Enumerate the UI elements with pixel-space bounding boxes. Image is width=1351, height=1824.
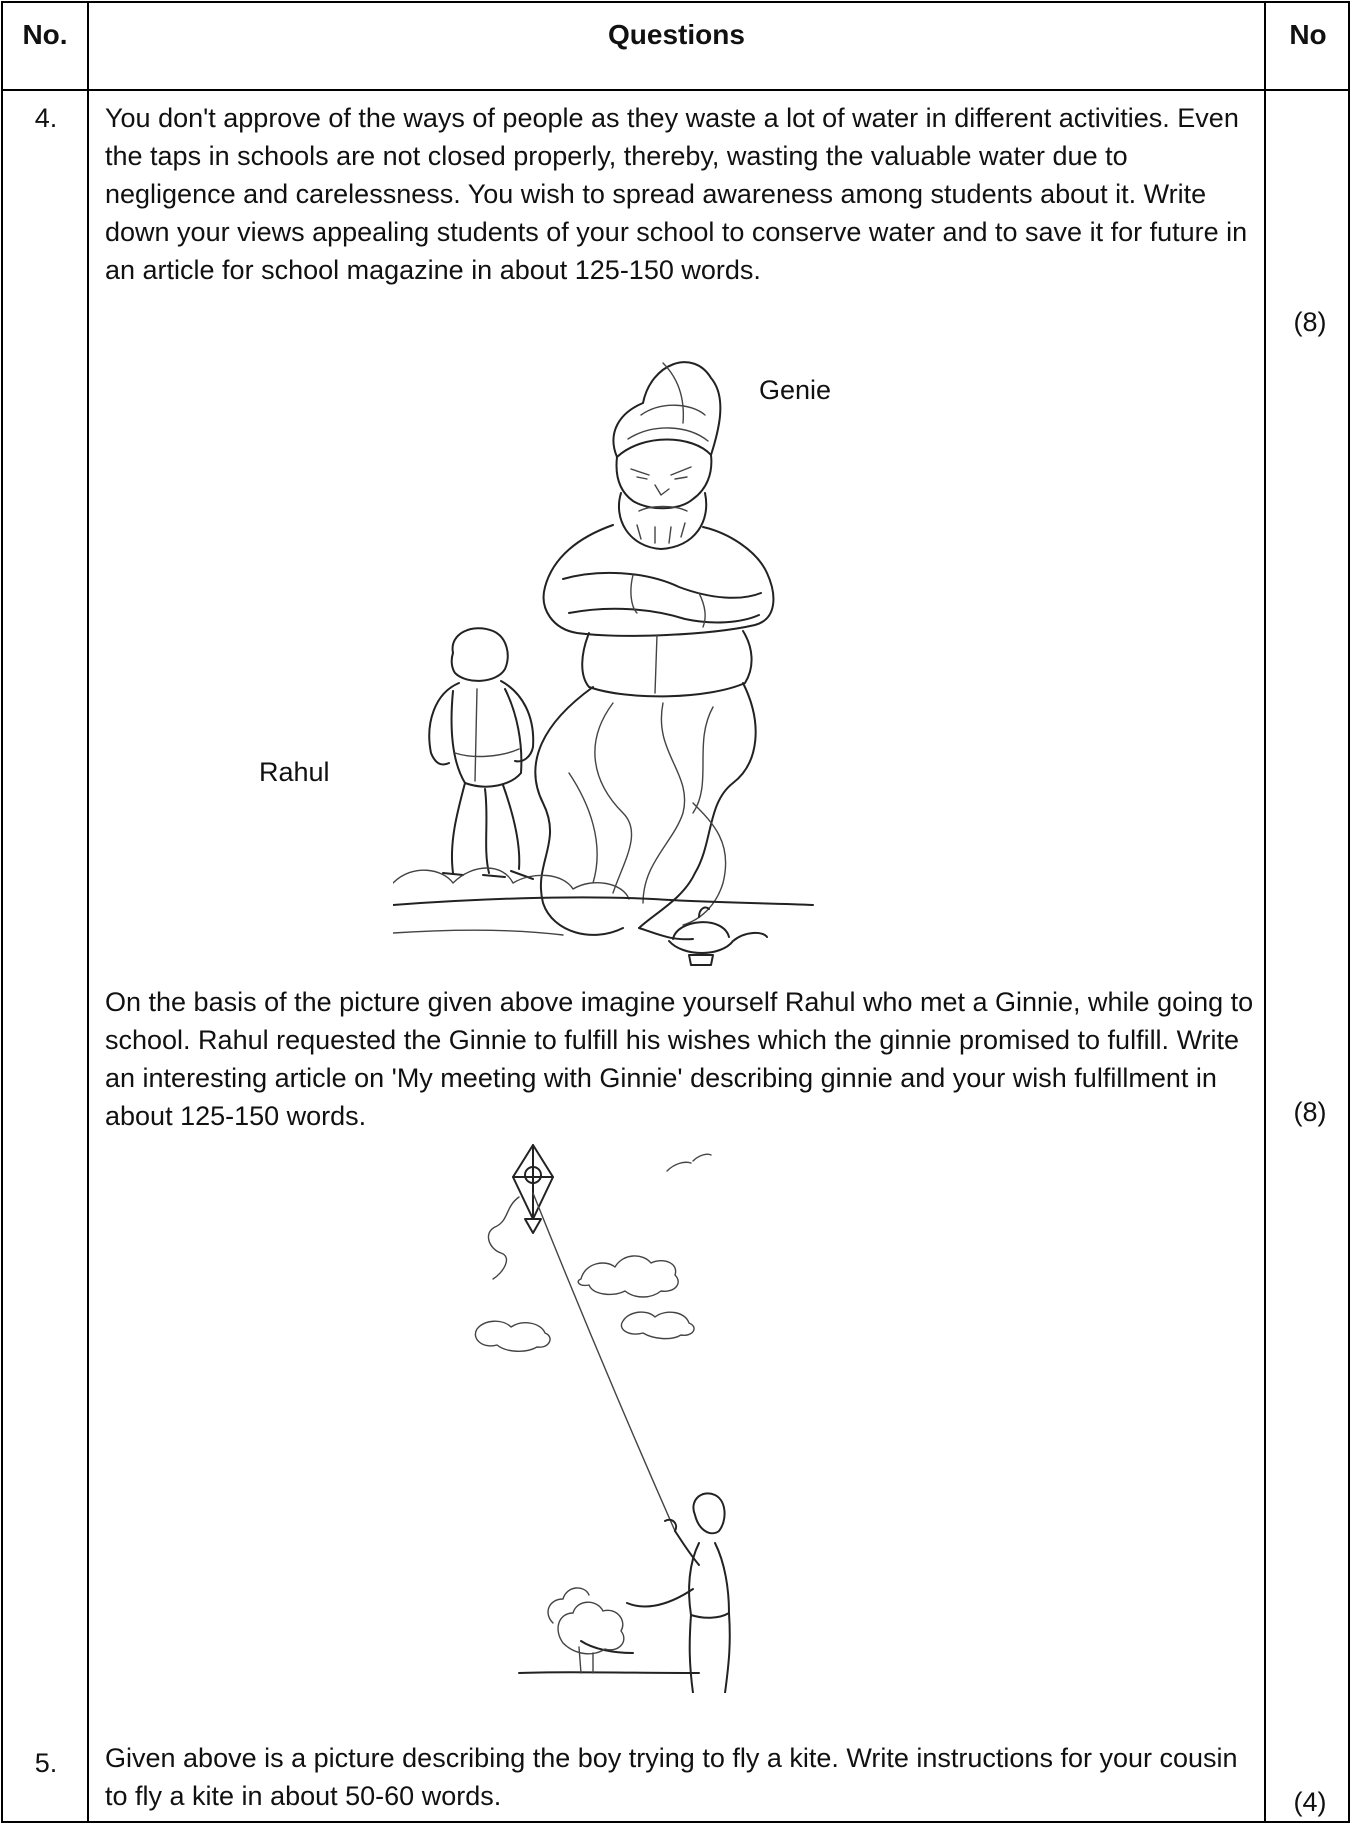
header-marks: No <box>1289 19 1327 50</box>
header-divider <box>3 89 1348 91</box>
question-5-text: Given above is a picture describing the boy trying to fly a kite. Write instructions for your cousin to fly a kite in about 50-60 words. <box>105 1743 1238 1811</box>
rahul-label: Rahul <box>259 757 330 787</box>
genie-illustration <box>393 343 873 973</box>
question-4-marks-b: (8) <box>1293 1097 1327 1127</box>
question-table <box>1 1 1350 1823</box>
column-divider-left <box>87 3 89 1821</box>
header-number: No. <box>22 19 68 50</box>
question-number-4: 4. <box>34 103 58 133</box>
question-4-text-b: On the basis of the picture given above imagine yourself Rahul who met a Ginnie, while going to school. Rahul requested the Ginnie to fulfill his wishes which the ginnie promised to fulfill. Write an interesting article on 'My meeting with Ginnie' describing ginnie and your wish fulfillment in about 125-150 words. <box>105 987 1254 1131</box>
genie-label: Genie <box>759 375 832 405</box>
question-4-marks-a: (8) <box>1293 307 1327 337</box>
question-number-5: 5. <box>34 1748 58 1778</box>
kite-illustration <box>453 1133 873 1693</box>
question-5-marks: (4) <box>1293 1787 1327 1817</box>
header-questions: Questions <box>608 19 745 50</box>
question-4-text: You don't approve of the ways of people as they waste a lot of water in different activities. Even the taps in schools are not closed properly, thereby, wasting the valuable water due to negligence and carelessness. You wish to spread awareness among students about it. Write down your views appealing students of your school to conserve water and to save it for future in an article for school magazine in about 125-150 words. <box>105 103 1248 285</box>
